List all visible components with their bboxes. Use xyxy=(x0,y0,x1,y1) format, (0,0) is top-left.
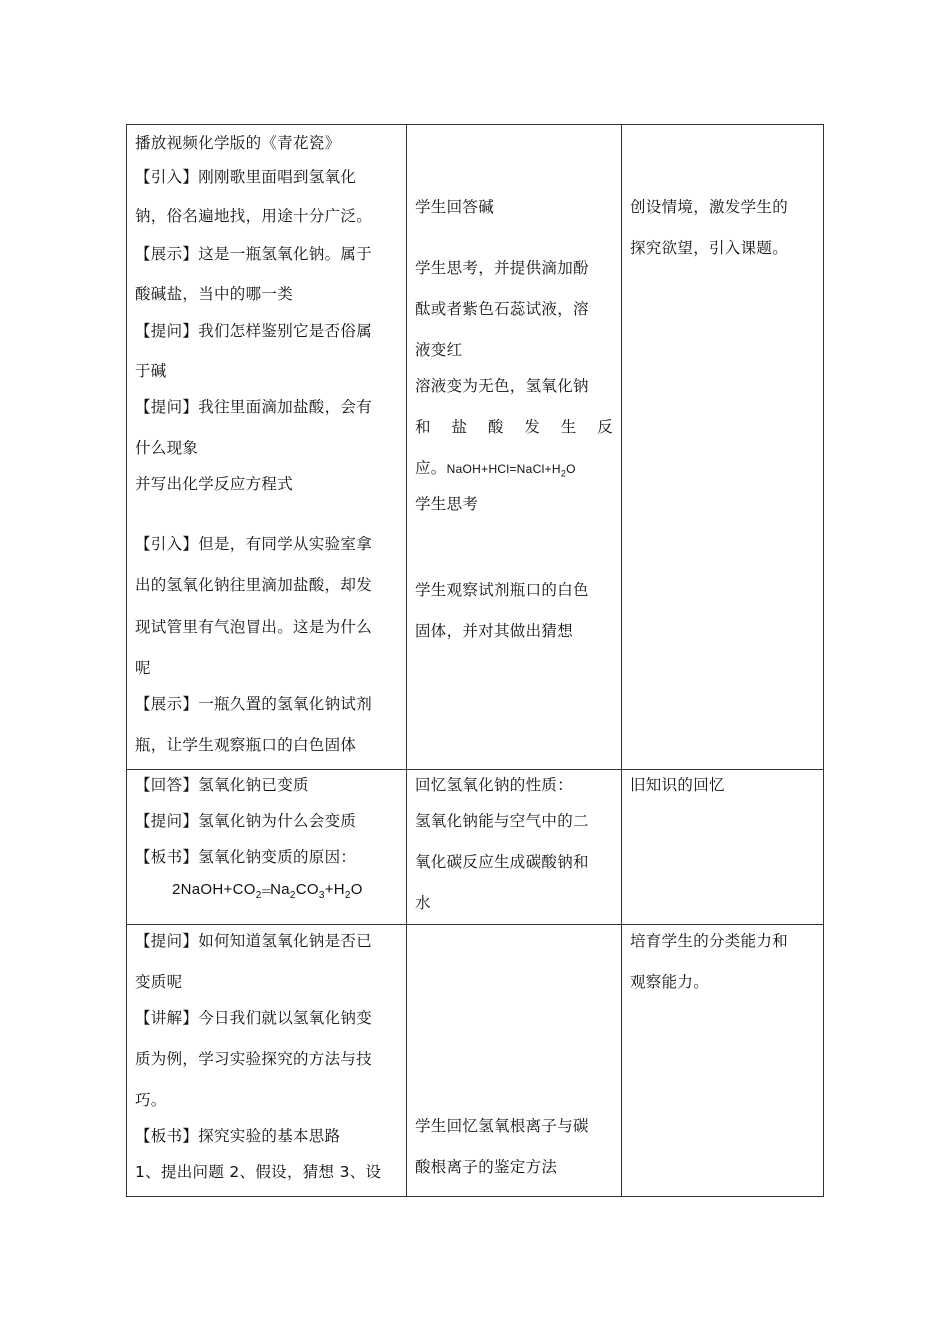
student-activity-cell xyxy=(407,125,622,770)
text-line: 呢 xyxy=(135,659,151,677)
text-line: 【板书】氢氧化钠变质的原因： xyxy=(135,848,357,866)
text-line: 创设情境，激发学生的 xyxy=(630,198,789,216)
teacher-activity-cell xyxy=(127,125,407,770)
student-activity-cell xyxy=(407,925,622,1197)
text-line: 学生观察试剂瓶口的白色 xyxy=(415,581,589,599)
text-line: 酸碱盐，当中的哪一类 xyxy=(135,285,294,303)
text-line: 并写出化学反应方程式 xyxy=(135,475,294,493)
text-line: 学生思考 xyxy=(415,495,479,513)
chemical-equation: $2NaOH+CO_2==Na_2CO_3+H_2O$ xyxy=(172,881,363,901)
design-intent-cell xyxy=(622,925,824,1197)
text-line: 变质呢 xyxy=(135,973,183,991)
text-line: 于碱 xyxy=(135,362,167,380)
table-row xyxy=(127,925,824,1197)
text-line: 氢氧化钠能与空气中的二 xyxy=(415,812,589,830)
text-line: 酸根离子的鉴定方法 xyxy=(415,1158,558,1176)
text-line: 瓶，让学生观察瓶口的白色固体 xyxy=(135,736,357,754)
text-line: 【展示】一瓶久置的氢氧化钠试剂 xyxy=(135,695,373,713)
text-line: 培育学生的分类能力和 xyxy=(630,932,789,950)
text-line: 酞或者紫色石蕊试液，溶 xyxy=(415,300,589,318)
text-line: 应。$NaOH+HCl=NaCl+H_2O$ xyxy=(415,459,576,479)
design-intent-cell xyxy=(622,770,824,925)
text-line: 质为例，学习实验探究的方法与技 xyxy=(135,1050,373,1068)
text-line: 【讲解】今日我们就以氢氧化钠变 xyxy=(135,1009,373,1027)
text-line: 旧知识的回忆 xyxy=(630,776,725,794)
table-row xyxy=(127,125,824,770)
text-line: 现试管里有气泡冒出。这是为什么 xyxy=(135,618,373,636)
text-line: 液变红 xyxy=(415,341,463,359)
lesson-plan-table xyxy=(126,124,824,1197)
teacher-activity-cell xyxy=(127,925,407,1197)
text-line: 固体，并对其做出猜想 xyxy=(415,622,574,640)
text-line: 溶液变为无色，氢氧化钠 xyxy=(415,377,589,395)
equation: $NaOH+HCl=NaCl+H_2O$ xyxy=(446,462,576,479)
text-line: 【引入】刚刚歌里面唱到氢氧化 xyxy=(135,168,357,186)
text-line-justified: 和 盐 酸 发 生 反 xyxy=(415,418,613,436)
text-line: 探究欲望，引入课题。 xyxy=(630,239,789,257)
text-line: 播放视频化学版的《青花瓷》 xyxy=(135,134,341,152)
teacher-activity-cell xyxy=(127,770,407,925)
design-intent-cell xyxy=(622,125,824,770)
text-line: 学生回答碱 xyxy=(415,198,495,216)
text-line: 【提问】如何知道氢氧化钠是否已 xyxy=(135,932,373,950)
text-line: 学生回忆氢氧根离子与碳 xyxy=(415,1117,589,1135)
text-line: 【展示】这是一瓶氢氧化钠。属于 xyxy=(135,245,373,263)
text-line: 学生思考，并提供滴加酚 xyxy=(415,259,589,277)
table-row xyxy=(127,770,824,925)
text-line: 【引入】但是，有同学从实验室拿 xyxy=(135,535,373,553)
text-line: 【回答】氢氧化钠已变质 xyxy=(135,776,309,794)
text-line: 【提问】氢氧化钠为什么会变质 xyxy=(135,812,357,830)
text-line: 【提问】我们怎样鉴别它是否俗属 xyxy=(135,322,373,340)
text-line: 氧化碳反应生成碳酸钠和 xyxy=(415,853,589,871)
text-line: 水 xyxy=(415,894,431,912)
text-line: 【板书】探究实验的基本思路 xyxy=(135,1127,341,1145)
text-line: 观察能力。 xyxy=(630,973,710,991)
text-line: 回忆氢氧化钠的性质： xyxy=(415,776,574,794)
text-line: 巧。 xyxy=(135,1091,167,1109)
student-activity-cell xyxy=(407,770,622,925)
text-line: 1、提出问题 2、假设，猜想 3、设 xyxy=(135,1163,382,1181)
text-line: 什么现象 xyxy=(135,439,199,457)
text-line: 出的氢氧化钠往里滴加盐酸，却发 xyxy=(135,576,373,594)
text-line: 钠，俗名遍地找，用途十分广泛。 xyxy=(135,207,373,225)
text-line: 【提问】我往里面滴加盐酸，会有 xyxy=(135,398,373,416)
